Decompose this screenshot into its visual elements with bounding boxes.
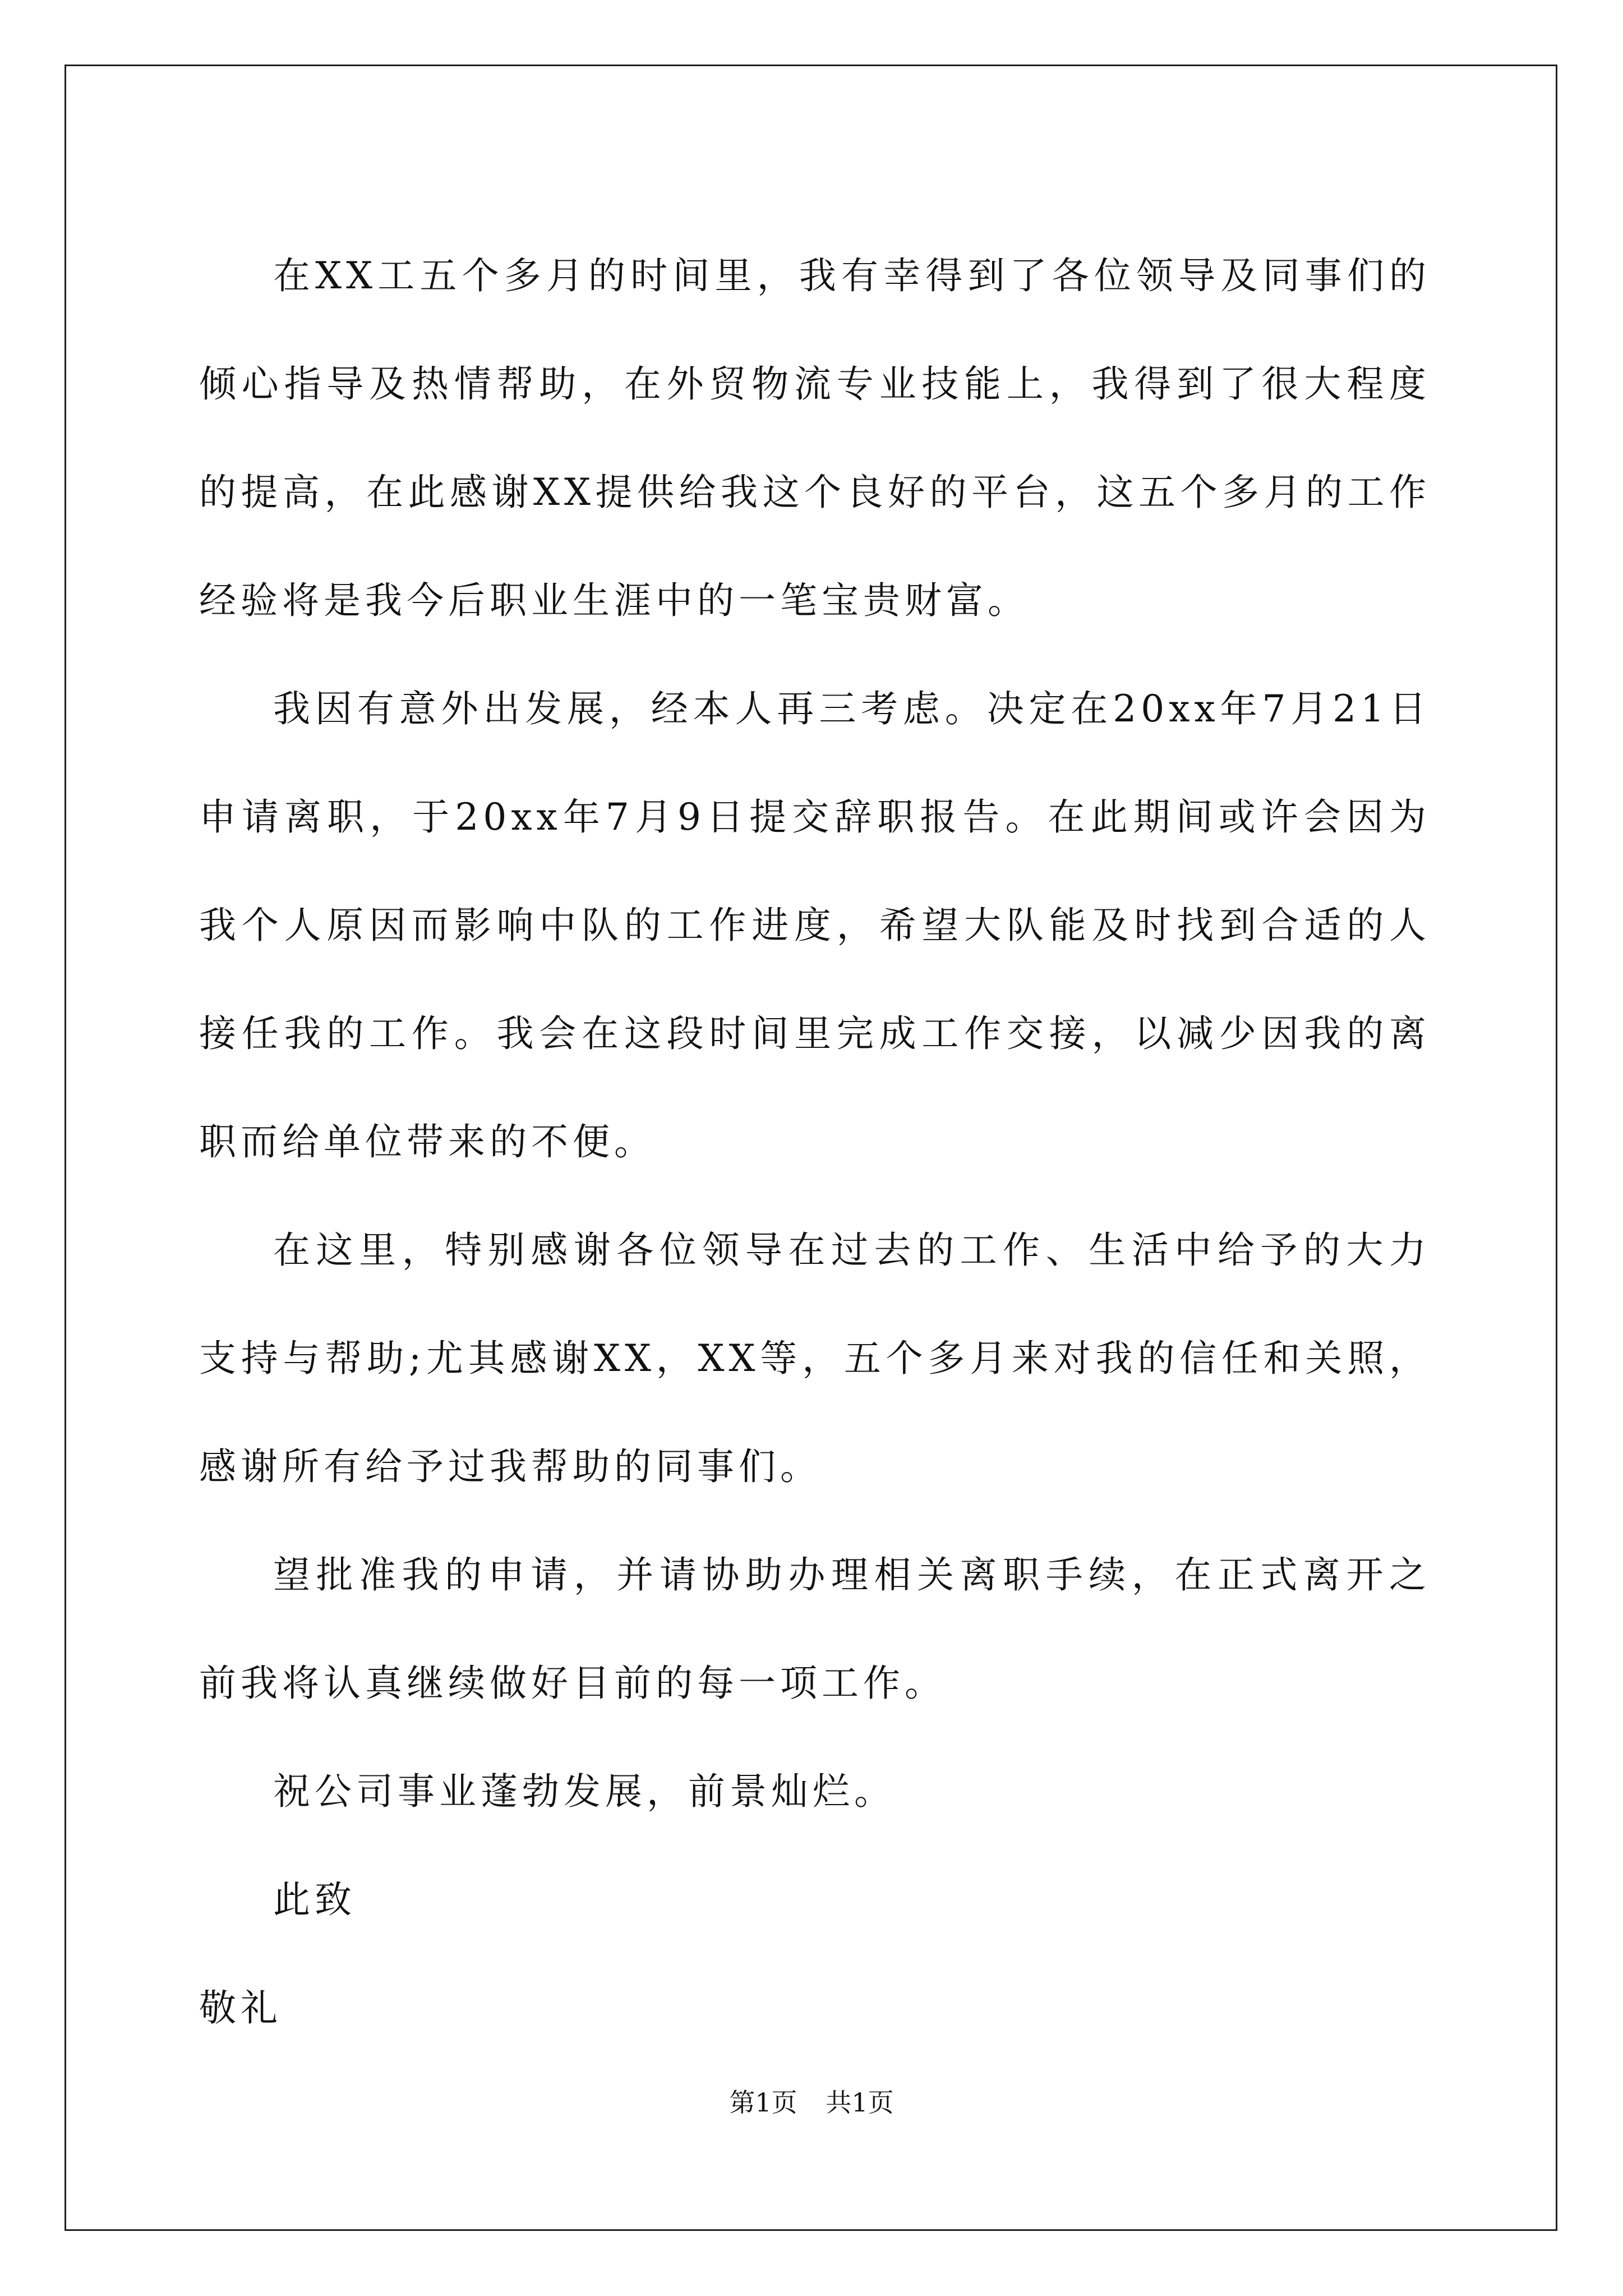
paragraph-gratitude: 在XX工五个多月的时间里，我有幸得到了各位领导及同事们的倾心指导及热情帮助，在外贸物流专业技能上，我得到了很大程度的提高，在此感谢XX提供给我这个良好的平台，这五个多月的工作经验将是我今后职业生涯中的一笔宝贵财富。 (199, 254, 1431, 622)
paragraph-salutation: 此致 (273, 1878, 356, 1921)
paragraph-resignation-reason: 我因有意外出发展，经本人再三考虑。决定在20xx年7月21日申请离职，于20xx年7月9日提交辞职报告。在此期间或许会因为我个人原因而影响中队的工作进度，希望大队能及时找到合适的人接任我的工作。我会在这段时间里完成工作交接，以减少因我的离职而给单位带来的不便。 (199, 687, 1431, 1163)
closing-greeting: 敬礼 (199, 1986, 282, 2030)
paragraph-wishes: 祝公司事业蓬勃发展，前景灿烂。 (273, 1770, 896, 1813)
letter-body (199, 222, 1431, 2062)
paragraph-thanks: 在这里，特别感谢各位领导在过去的工作、生活中给予的大力支持与帮助;尤其感谢XX，XX等，五个多月来对我的信任和关照，感谢所有给予过我帮助的同事们。 (199, 1228, 1431, 1488)
page-footer (0, 2086, 1623, 2119)
page-number: 第1页 (729, 2087, 797, 2118)
page-total: 共1页 (826, 2087, 894, 2118)
paragraph-request: 望批准我的申请，并请协助办理相关离职手续，在正式离开之前我将认真继续做好目前的每一项工作。 (199, 1553, 1431, 1705)
